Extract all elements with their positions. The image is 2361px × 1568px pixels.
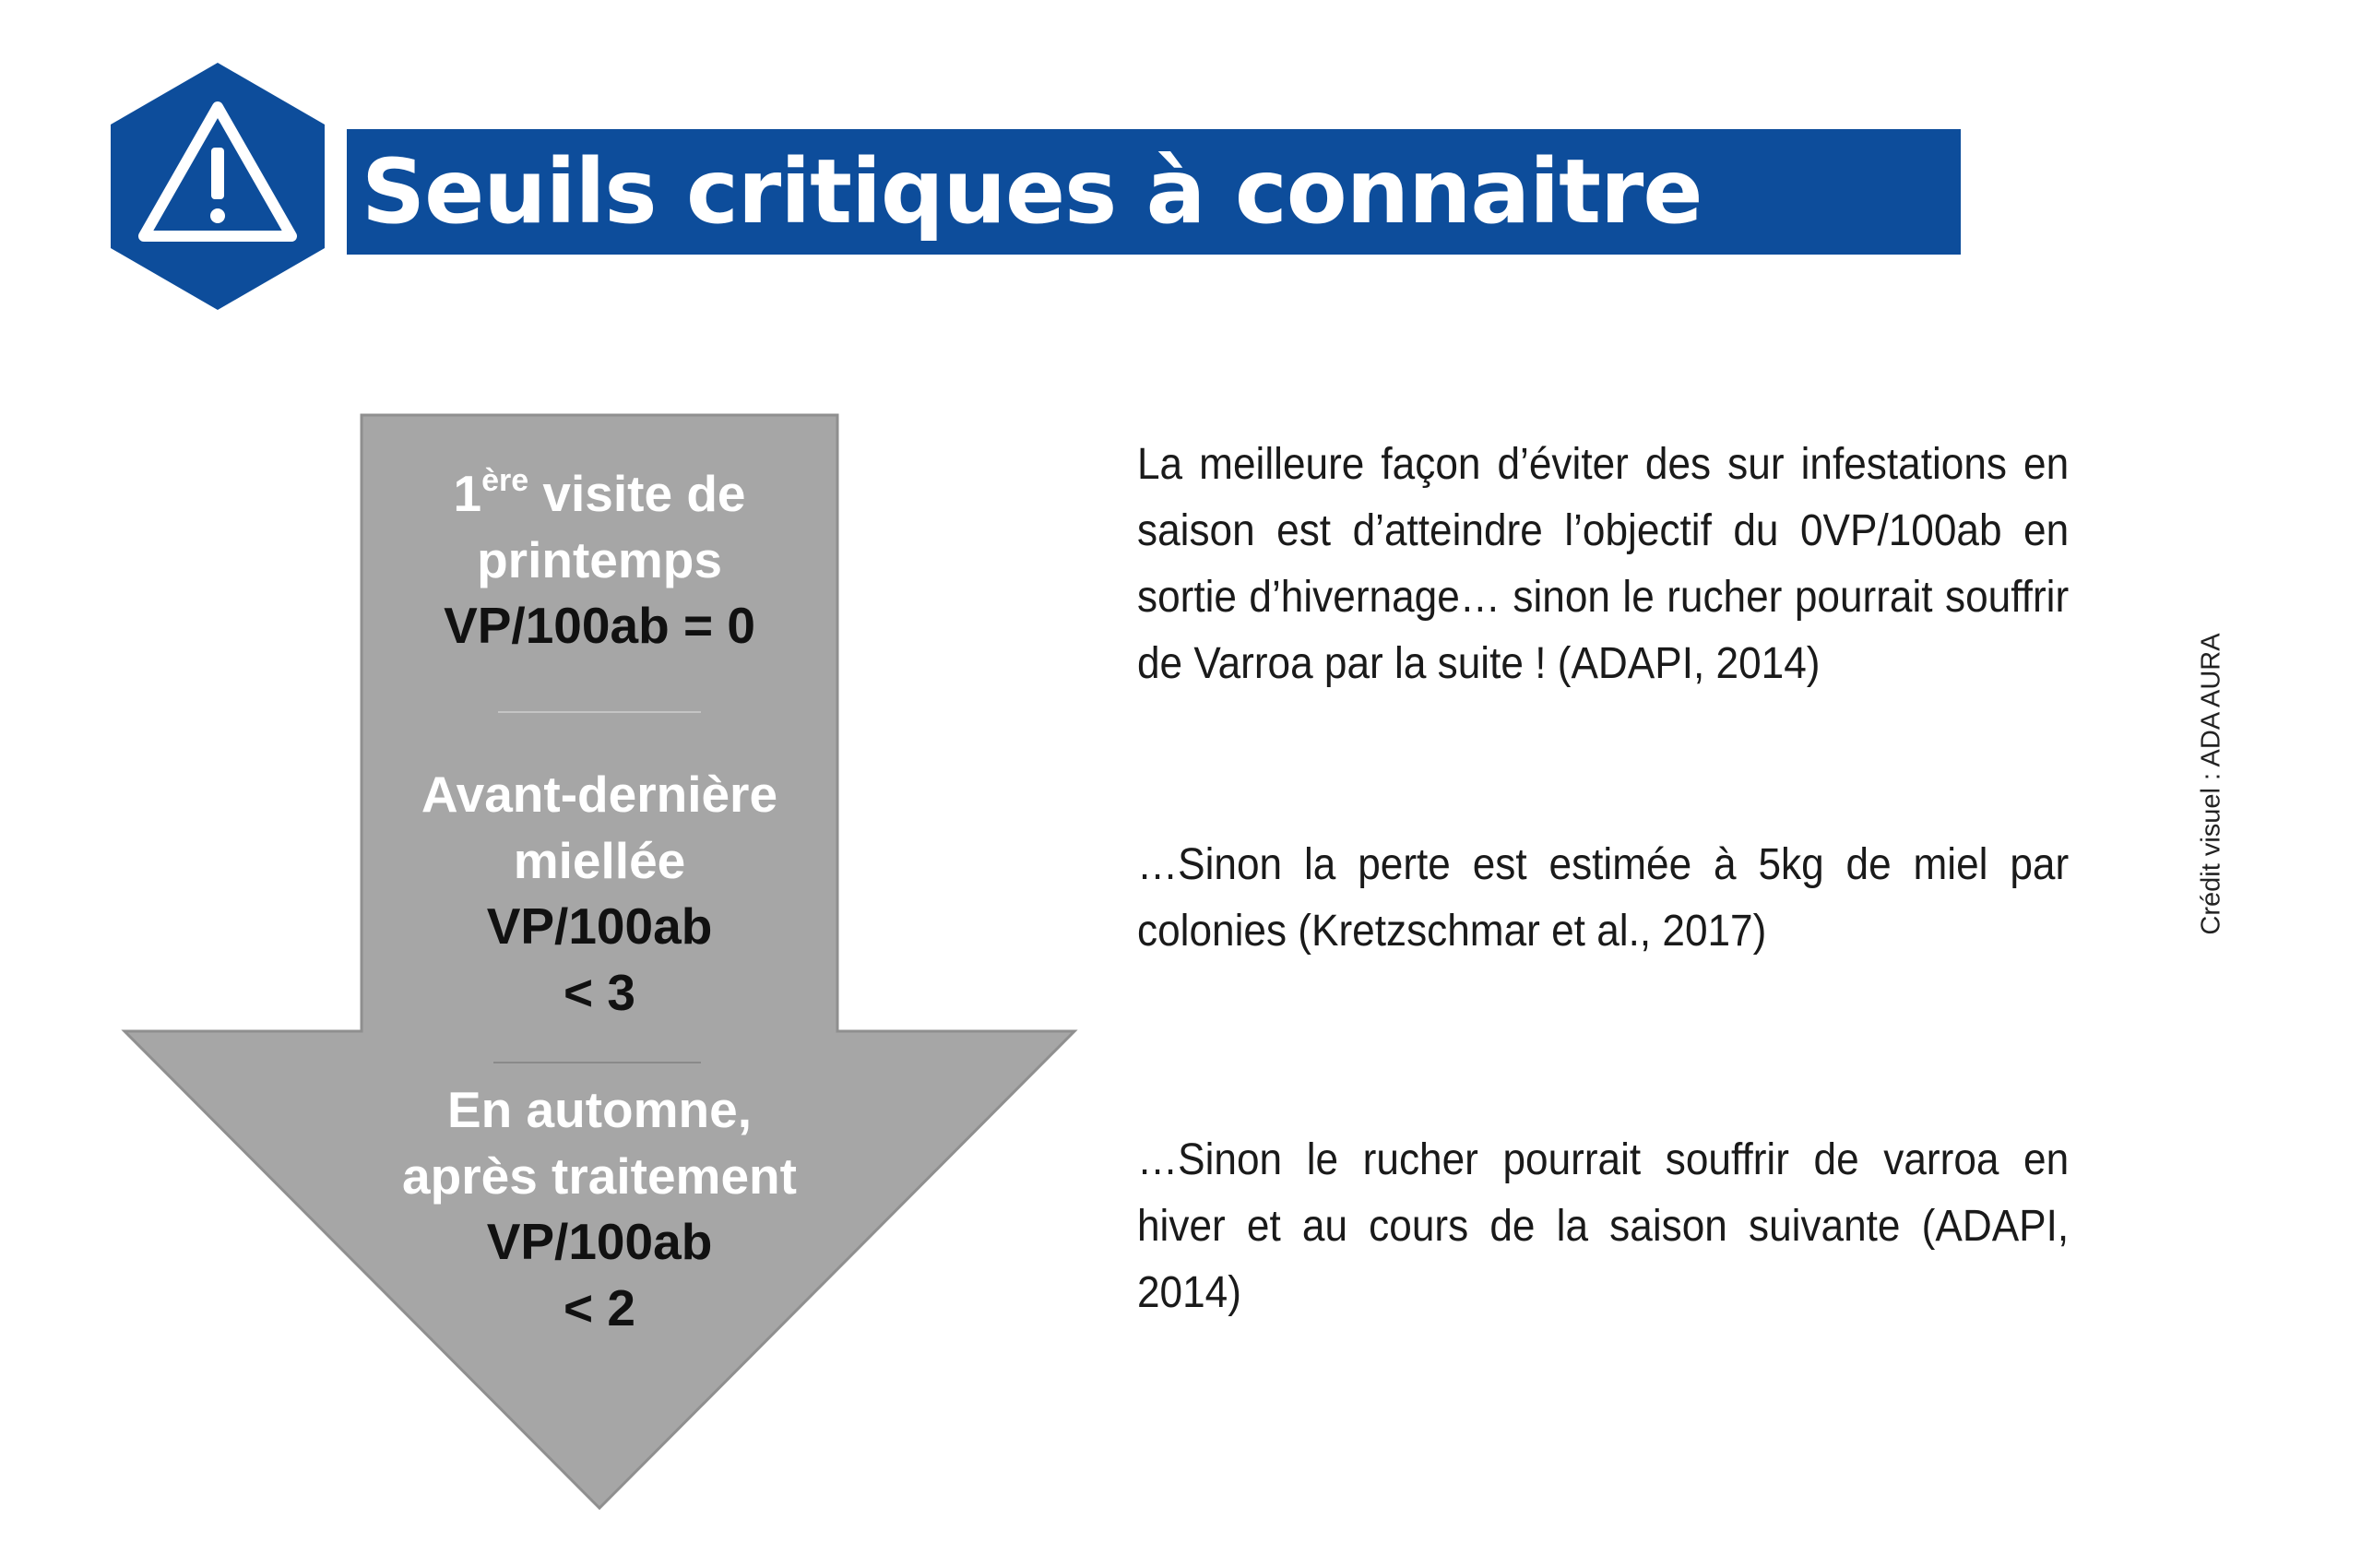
stage-label-line2: après traitement (402, 1146, 797, 1205)
stage-threshold-limit: < 2 (564, 1278, 635, 1336)
stage-label: 1ère visite de (453, 463, 746, 522)
description-autumn: …Sinon le rucher pourrait souffrir de varroa en hiver et au cours de la saison suivante (ADAPI, 2014) (1137, 1135, 2070, 1317)
stage-threshold-limit: < 3 (564, 963, 635, 1021)
image-credit: Crédit visuel : ADA AURA (2196, 633, 2226, 935)
description-spring: La meilleure façon d’éviter des sur infestations en saison est d’atteindre l’objectif du 0VP/100ab en sortie d’hivernage… sinon le rucher pourrait souffrir de Varroa par la suite ! (ADAPI, 2014) (1137, 440, 2070, 688)
stage-threshold: VP/100ab (486, 897, 713, 955)
description-penultimate: …Sinon la perte est estimée à 5kg de miel par colonies (Kretzschmar et al., 2017) (1137, 840, 2070, 956)
stage-label: Avant-dernière (421, 766, 778, 823)
stage-threshold: VP/100ab = 0 (444, 597, 755, 654)
stage-penultimate-flow (350, 762, 848, 1026)
stage-threshold: VP/100ab (486, 1213, 713, 1270)
stage-label-line2: printemps (477, 530, 722, 588)
stage-spring-visit (350, 461, 848, 659)
stage-label-line2: miellée (513, 831, 686, 889)
page-title: Seuils critiques à connaitre (362, 140, 1703, 244)
stage-autumn-treatment (350, 1077, 848, 1341)
stage-label: En automne, (446, 1081, 753, 1138)
